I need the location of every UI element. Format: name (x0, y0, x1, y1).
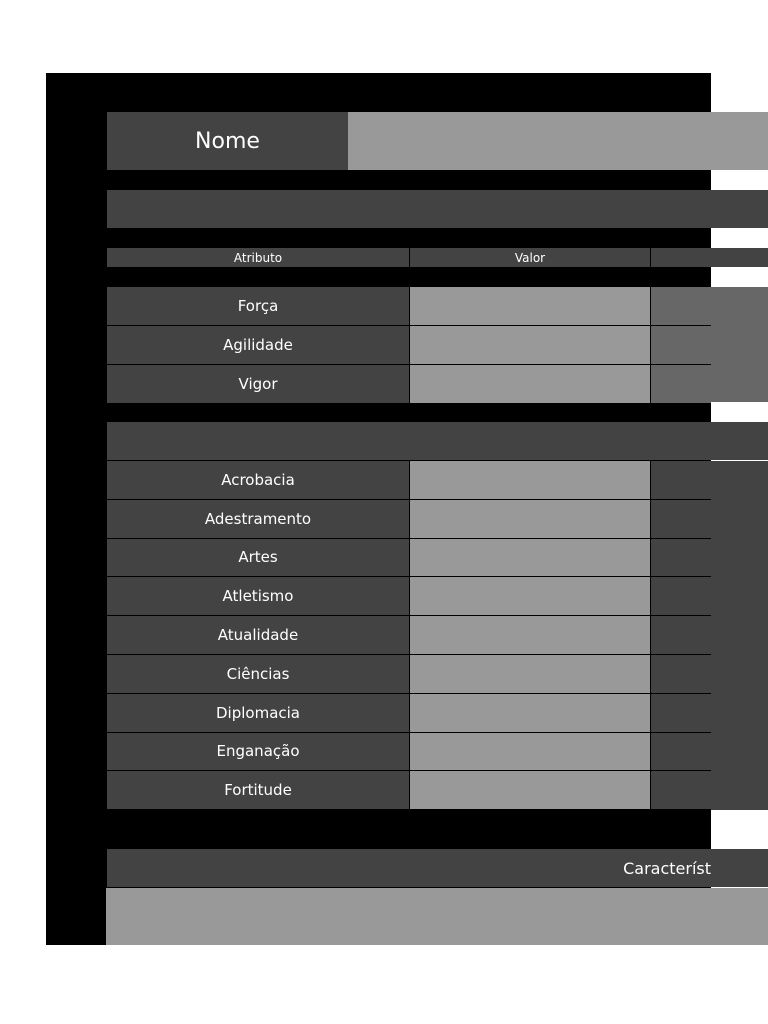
attribute-row-value-input[interactable] (410, 365, 650, 403)
skill-row-label: Artes (107, 539, 409, 577)
skill-row-extra-cell (651, 500, 711, 538)
skill-row-label: Acrobacia (107, 461, 409, 499)
skill-row-extra-cell (651, 461, 711, 499)
skill-row-extra-cell (651, 771, 711, 809)
skill-row-extra-cell (651, 733, 711, 771)
attribute-row-extra-cell (651, 365, 711, 403)
attribute-row-label: Agilidade (107, 326, 409, 364)
skill-row-extra-cell (651, 616, 711, 654)
skill-row-value-input[interactable] (410, 655, 650, 693)
skill-row-value-input[interactable] (410, 577, 650, 615)
skill-row-extra-cell (651, 577, 711, 615)
header-attribute: Atributo (107, 248, 409, 267)
row-divider (107, 809, 711, 810)
attribute-row-extra-cell (651, 287, 711, 325)
skill-row-label: Atualidade (107, 616, 409, 654)
skill-row-value-input[interactable] (410, 694, 650, 732)
name-input[interactable] (348, 112, 768, 170)
skills-header (107, 422, 768, 460)
skill-row-value-input[interactable] (410, 733, 650, 771)
attribute-row-value-input[interactable] (410, 287, 650, 325)
subtitle-bar[interactable] (107, 190, 768, 228)
skill-row-value-input[interactable] (410, 500, 650, 538)
header-extra (651, 248, 768, 267)
attribute-row-label: Vigor (107, 365, 409, 403)
row-divider (107, 403, 711, 404)
skill-row-label: Diplomacia (107, 694, 409, 732)
characteristics-input[interactable] (106, 888, 768, 945)
skill-row-value-input[interactable] (410, 461, 650, 499)
skill-row-label: Atletismo (107, 577, 409, 615)
name-label: Nome (107, 112, 348, 170)
skill-row-value-input[interactable] (410, 539, 650, 577)
attribute-row-extra-cell (651, 326, 711, 364)
skill-row-label: Fortitude (107, 771, 409, 809)
characteristics-label: Característ (107, 849, 711, 887)
skills-side-panel (711, 461, 768, 810)
skill-row-extra-cell (651, 539, 711, 577)
skill-row-label: Enganação (107, 733, 409, 771)
skill-row-extra-cell (651, 655, 711, 693)
characteristics-label-ext (711, 849, 768, 887)
attributes-side-panel (711, 287, 768, 402)
header-value: Valor (410, 248, 650, 267)
attribute-row-label: Força (107, 287, 409, 325)
skill-row-label: Adestramento (107, 500, 409, 538)
skill-row-value-input[interactable] (410, 616, 650, 654)
skill-row-extra-cell (651, 694, 711, 732)
attribute-row-value-input[interactable] (410, 326, 650, 364)
skill-row-value-input[interactable] (410, 771, 650, 809)
skill-row-label: Ciências (107, 655, 409, 693)
